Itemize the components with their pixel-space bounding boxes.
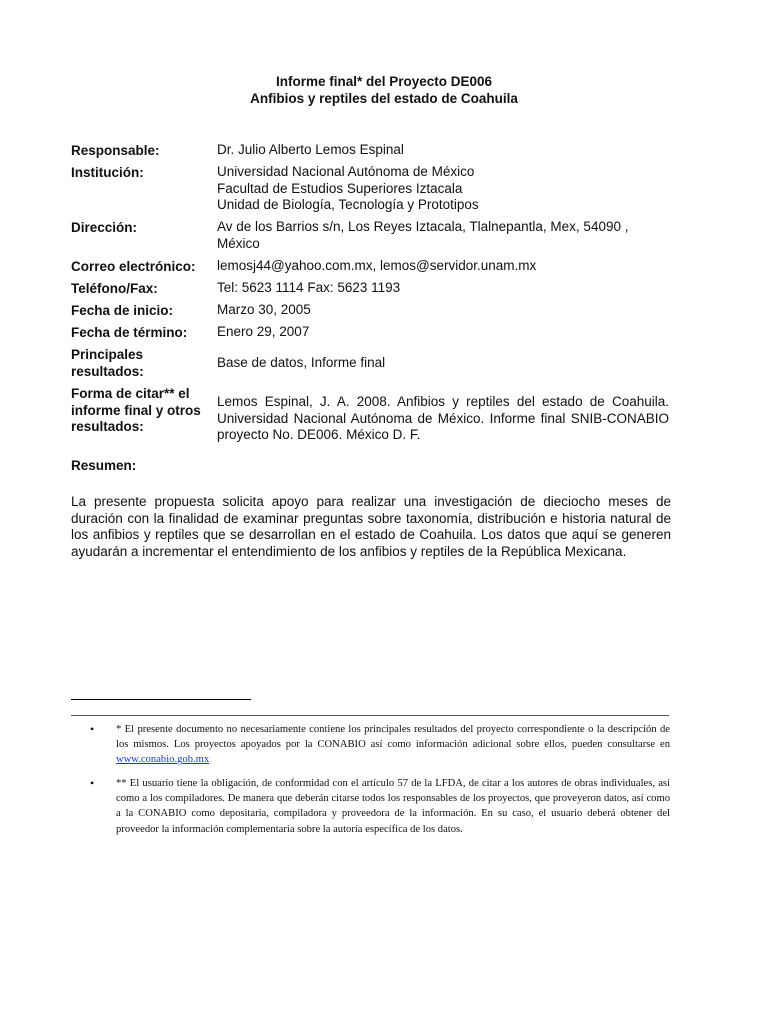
label-resultados: Principales resultados: (71, 347, 144, 379)
resumen-body: La presente propuesta solicita apoyo para realizar una investigación de dieciocho meses de duración con la finalidad de examinar preguntas sobre taxonomía, distribución e historia natural de los anfibios y reptiles que se desarrollan en el estado de Coahuila. Los datos que aquí se generen ayudarán a incrementar el entendimiento de los anfibios y reptiles de la República Mexicana. (71, 494, 671, 559)
value-fecha-inicio: Marzo 30, 2005 (217, 302, 311, 317)
value-fecha-termino: Enero 29, 2007 (217, 324, 310, 339)
institucion-line-1: Universidad Nacional Autónoma de México (217, 164, 475, 179)
conabio-link[interactable]: www.conabio.gob.mx (116, 754, 210, 766)
label-direccion: Dirección: (71, 220, 138, 235)
footnote-1-body: * El presente documento no necesariamente contiene los principales resultados del proyecto correspondiente o la descripción de los mismos. Los proyectos apoyados por la CONABIO así como información adicional sobre ellos, pueden consultarse en (116, 724, 670, 751)
label-forma-citar: Forma de citar** el informe final y otros resultados: (71, 386, 201, 434)
document-title: Informe final* del Proyecto DE006 (275, 74, 493, 89)
label-institucion: Institución: (71, 165, 144, 180)
footnote-1-text (116, 722, 670, 768)
footnote-separator (71, 699, 251, 700)
value-correo: lemosj44@yahoo.com.mx, lemos@servidor.unam.mx (217, 258, 537, 273)
label-telefono: Teléfono/Fax: (71, 281, 158, 296)
value-resultados: Base de datos, Informe final (217, 355, 386, 370)
institucion-line-2: Facultad de Estudios Superiores Iztacala (217, 180, 463, 196)
footnote-1 (90, 722, 670, 768)
label-responsable: Responsable: (71, 143, 160, 158)
footnote-2 (90, 776, 670, 837)
institucion-line-3: Unidad de Biología, Tecnología y Prototipos (217, 197, 479, 212)
label-fecha-termino: Fecha de término: (71, 325, 188, 340)
value-responsable: Dr. Julio Alberto Lemos Espinal (217, 142, 404, 157)
value-telefono: Tel: 5623 1114 Fax: 5623 1193 (217, 280, 401, 295)
label-correo: Correo electrónico: (71, 259, 196, 274)
value-institucion (217, 164, 669, 214)
footnote-divider (71, 715, 669, 716)
footnote-2-text: ** El usuario tiene la obligación, de conformidad con el artículo 57 de la LFDA, de citar a los autores de obras individuales, así como a los compiladores. De manera que deberán citarse todos los responsables de los proyectos, que proveyeron datos, así como a la CONABIO como depositaria, compiladora y proveedora de la información. En su caso, el usuario deberá obtener del proveedor la información complementaria sobre la autoría específica de los datos. (116, 778, 670, 835)
value-direccion: Av de los Barrios s/n, Los Reyes Iztacala, Tlalnepantla, Mex, 54090 , México (217, 219, 629, 251)
document-subtitle: Anfibios y reptiles del estado de Coahuila (250, 91, 518, 106)
resumen-heading: Resumen: (71, 458, 137, 473)
value-forma-citar: Lemos Espinal, J. A. 2008. Anfibios y reptiles del estado de Coahuila. Universidad Nacional Autónoma de México. Informe final SNIB-CONABIO proyecto No. DE006. México D. F. (217, 394, 669, 442)
bullet-icon: • (90, 776, 95, 790)
label-fecha-inicio: Fecha de inicio: (71, 303, 174, 318)
bullet-icon: • (90, 722, 95, 736)
